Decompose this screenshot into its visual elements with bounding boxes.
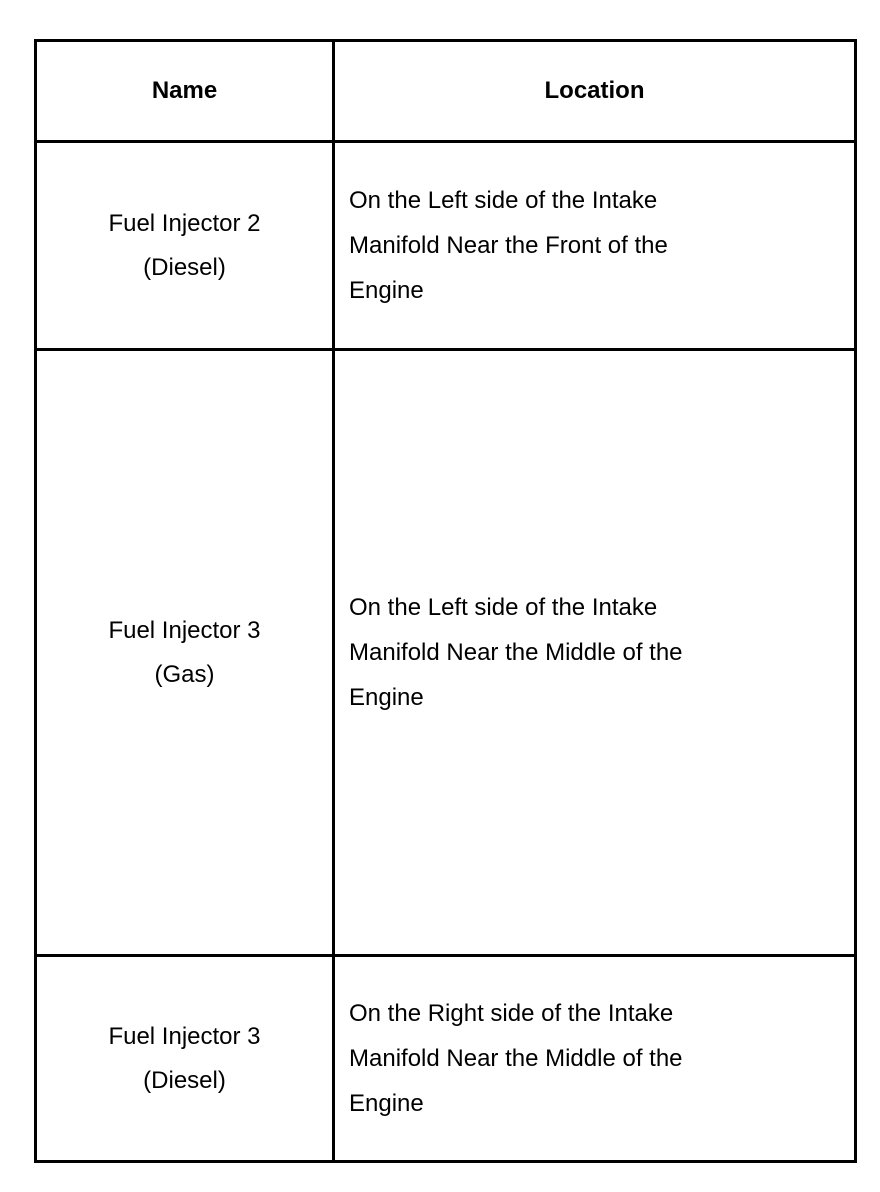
name-line1: Fuel Injector 3: [108, 1022, 261, 1050]
location-text: On the Right side of the Intake Manifold Near the Middle of the Engine: [349, 1000, 683, 1117]
component-location-table: [34, 39, 857, 1163]
table-row: [36, 142, 856, 350]
header-name: Name: [36, 41, 334, 142]
table-row: [36, 350, 856, 956]
location-text: On the Left side of the Intake Manifold Near the Front of the Engine: [349, 187, 668, 304]
name-line2: (Diesel): [143, 253, 226, 281]
name-cell: [36, 956, 334, 1162]
location-cell: [334, 350, 856, 956]
name-line2: (Diesel): [143, 1066, 226, 1094]
name-cell: [36, 142, 334, 350]
location-text: On the Left side of the Intake Manifold Near the Middle of the Engine: [349, 594, 683, 711]
table-header-row: [36, 41, 856, 142]
name-line1: Fuel Injector 3: [108, 616, 261, 644]
table-row: [36, 956, 856, 1162]
name-line2: (Gas): [154, 660, 215, 688]
location-cell: [334, 956, 856, 1162]
name-line1: Fuel Injector 2: [108, 209, 261, 237]
header-location: Location: [334, 41, 856, 142]
name-cell: [36, 350, 334, 956]
location-cell: [334, 142, 856, 350]
